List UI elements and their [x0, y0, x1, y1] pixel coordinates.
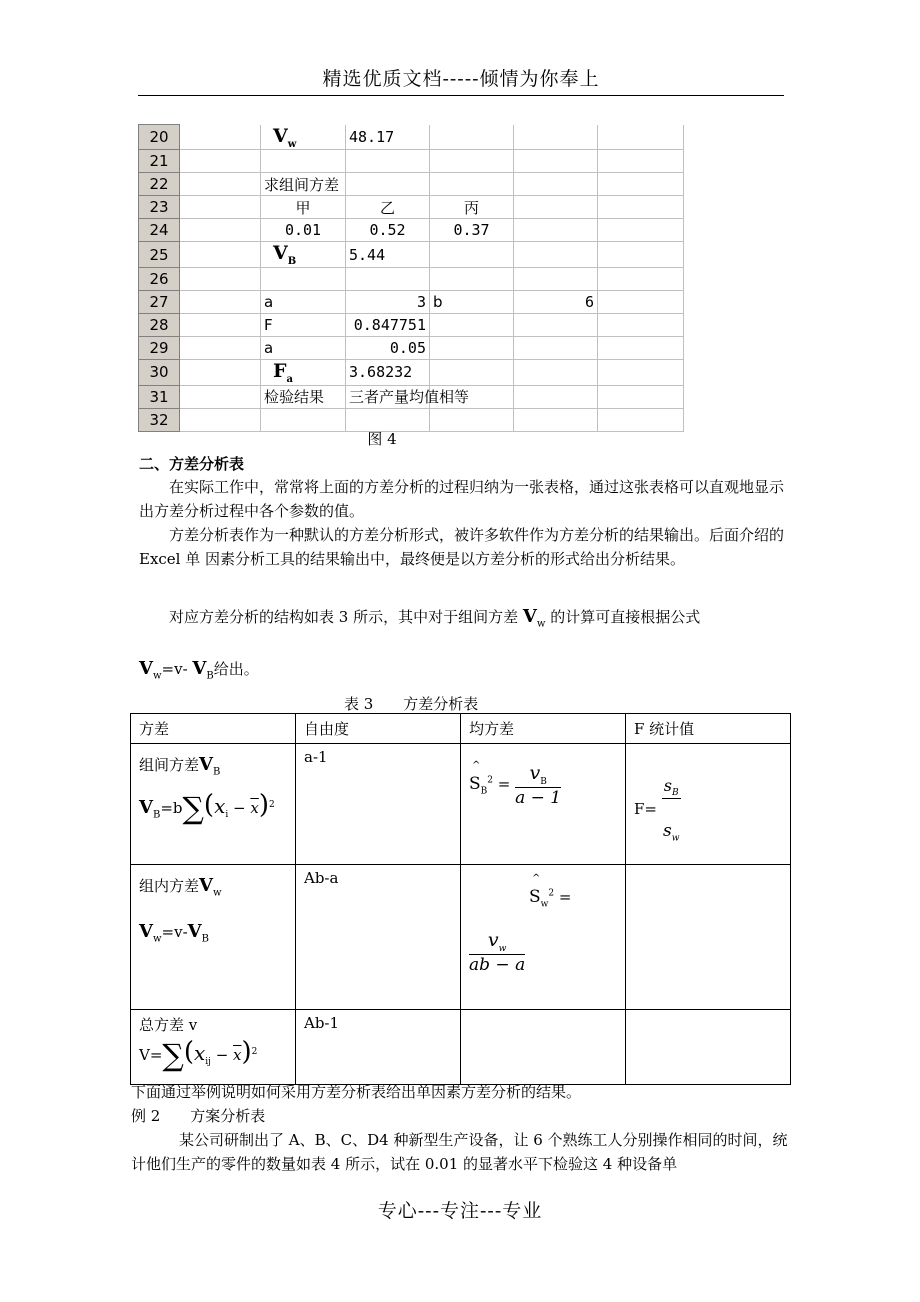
sheet-cell [598, 268, 684, 291]
variable [199, 754, 221, 778]
source-cell [131, 1010, 296, 1085]
sheet-cell: 乙 [346, 196, 430, 219]
symbol-subscript: w [287, 138, 297, 150]
figure-caption: 图 4 [367, 430, 397, 448]
sheet-cell: 检验结果 [261, 385, 346, 408]
row-header: 25 [139, 242, 180, 268]
table-header: 均方差 [461, 714, 626, 744]
df-cell: Ab-a [296, 865, 461, 1010]
denominator: s [662, 821, 672, 842]
sheet-cell: 0.37 [430, 219, 514, 242]
sheet-cell [598, 291, 684, 314]
row-header: 30 [139, 360, 180, 386]
table-header: F 统计值 [626, 714, 791, 744]
sheet-cell: 0.05 [346, 337, 430, 360]
row-header: 26 [139, 268, 180, 291]
variable-symbol: V [139, 920, 153, 942]
operator: =v- [161, 660, 193, 678]
sheet-cell [514, 219, 598, 242]
sheet-cell [180, 242, 261, 268]
sheet-cell [430, 337, 514, 360]
table-row [131, 744, 791, 865]
table-header: 方差 [131, 714, 296, 744]
sheet-row [139, 291, 684, 314]
sheet-cell [180, 150, 261, 173]
variable-symbol: V [139, 658, 153, 679]
sheet-cell [180, 173, 261, 196]
df-cell: a-1 [296, 744, 461, 865]
row-header: 21 [139, 150, 180, 173]
equals-sign: = [558, 888, 572, 906]
sheet-cell [514, 150, 598, 173]
numerator-subscript: B [540, 776, 547, 787]
sheet-cell: 5.44 [346, 242, 430, 268]
row-header: 23 [139, 196, 180, 219]
variable [192, 658, 214, 682]
sheet-cell [346, 268, 430, 291]
sheet-cell: 求组间方差 [261, 173, 346, 196]
sheet-cell [430, 150, 514, 173]
variable-symbol: V [199, 875, 213, 896]
sheet-cell [430, 360, 514, 386]
sheet-cell [180, 125, 261, 150]
sheet-cell [514, 196, 598, 219]
sheet-cell [598, 196, 684, 219]
sheet-cell [261, 150, 346, 173]
table-header: 自由度 [296, 714, 461, 744]
sheet-cell: 0.847751 [346, 314, 430, 337]
sheet-cell [598, 242, 684, 268]
source-label: 组内方差 [139, 877, 200, 895]
row-header: 31 [139, 385, 180, 408]
sheet-cell [430, 173, 514, 196]
paren: ( [203, 789, 215, 820]
sheet-cell [346, 150, 430, 173]
sheet-cell [598, 314, 684, 337]
sheet-cell: 丙 [430, 196, 514, 219]
row-header: 22 [139, 173, 180, 196]
formula [139, 921, 287, 945]
operator: =b [160, 798, 183, 817]
sheet-cell: 6 [514, 291, 598, 314]
numerator: v [487, 929, 499, 952]
text: 对应方差分析的结构如表 3 所示，其中对于组间方差 [169, 608, 519, 626]
sheet-cell [180, 196, 261, 219]
sheet-row [139, 219, 684, 242]
sheet-cell [598, 337, 684, 360]
sigma-symbol: ∑ [182, 791, 204, 827]
sheet-cell [514, 268, 598, 291]
symbol-subscript: a [286, 373, 293, 385]
symbol-base: V [273, 124, 288, 147]
sheet-cell [514, 314, 598, 337]
sheet-cell [430, 242, 514, 268]
operator: =v- [161, 922, 188, 941]
sheet-row [139, 337, 684, 360]
f-cell [626, 1010, 791, 1085]
sheet-cell [180, 314, 261, 337]
fraction [515, 762, 561, 808]
sheet-cell [598, 150, 684, 173]
fraction [469, 929, 525, 975]
variable-symbol: V [522, 606, 537, 627]
paragraph: 下面通过举例说明如何采用方差分析表给出单因素方差分析的结果。 [131, 1083, 582, 1101]
sigma-symbol: ∑ [162, 1038, 184, 1074]
ms-symbol: S [529, 887, 541, 907]
table-row [131, 1010, 791, 1085]
paragraph [139, 605, 789, 637]
numerator: v [529, 762, 541, 784]
sheet-cell [598, 385, 684, 408]
anova-table [130, 713, 791, 1085]
numerator-subscript: B [671, 788, 679, 799]
variable-subscript: B [201, 933, 209, 945]
symbol-base: V [273, 242, 288, 265]
row-header: 32 [139, 408, 180, 431]
sheet-cell [346, 173, 430, 196]
denominator: a − 1 [515, 787, 562, 808]
variable-symbol: V [187, 920, 202, 942]
denominator: ab − a [469, 955, 526, 976]
sheet-cell [430, 314, 514, 337]
sheet-cell [180, 337, 261, 360]
ms-subscript: w [540, 899, 549, 910]
variable [522, 606, 546, 630]
sheet-cell: 0.01 [261, 219, 346, 242]
sheet-cell [261, 125, 346, 150]
cell-symbol [273, 360, 293, 385]
symbol-subscript: B [287, 256, 297, 268]
sheet-cell [180, 385, 261, 408]
symbol-base: F [273, 360, 287, 383]
sheet-cell [180, 268, 261, 291]
sheet-cell [430, 125, 514, 150]
sheet-cell [598, 219, 684, 242]
spreadsheet-figure [138, 124, 684, 432]
example-title: 例 2 方案分析表 [131, 1107, 266, 1125]
table-caption: 表 3 方差分析表 [344, 695, 479, 713]
sheet-cell [180, 219, 261, 242]
sheet-cell [261, 268, 346, 291]
sheet-cell: 3.68232 [346, 360, 430, 386]
sheet-cell [514, 385, 598, 408]
sheet-row [139, 125, 684, 150]
cell-symbol [273, 124, 297, 150]
page-header: 精选优质文档-----倾情为你奉上 [138, 64, 784, 96]
page-footer: 专心---专注---专业 [377, 1200, 543, 1222]
sheet-cell [598, 360, 684, 386]
sheet-cell: a [261, 291, 346, 314]
source-label: 总方差 v [139, 1016, 198, 1034]
sheet-cell: 3 [346, 291, 430, 314]
cell-symbol [273, 242, 297, 268]
sheet-row [139, 360, 684, 386]
sheet-cell [261, 242, 346, 268]
sheet-cell [180, 360, 261, 386]
numerator: s [663, 776, 672, 795]
text: 给出。 [213, 660, 259, 678]
sheet-cell: a [261, 337, 346, 360]
row-header: 28 [139, 314, 180, 337]
source-cell [131, 865, 296, 1010]
row-header: 27 [139, 291, 180, 314]
section-heading: 二、方差分析表 [139, 455, 245, 473]
formula-line [139, 657, 789, 689]
sheet-cell [514, 337, 598, 360]
variable [199, 875, 222, 899]
paragraph: 方差分析表作为一种默认的方差分析形式，被许多软件作为方差分析的结果输出。后面介绍的 Excel 单 因素分析工具的结果输出中，最终便是以方差分析的形式给出分析结果。 [139, 526, 785, 568]
sheet-cell [514, 173, 598, 196]
row-header: 20 [139, 125, 180, 150]
sheet-cell [598, 173, 684, 196]
sheet-cell: 0.52 [346, 219, 430, 242]
table-row [131, 865, 791, 1010]
variable-subscript: B [206, 670, 214, 682]
paragraph: 某公司研制出了 A、B、C、D4 种新型生产设备，让 6 个熟练工人分别操作相同的时间，统计他们生产的零件的数量如表 4 所示，试在 0.01 的显著水平下检验这 4 种设备单 [131, 1131, 788, 1173]
sheet-cell [514, 360, 598, 386]
sheet-row [139, 150, 684, 173]
sheet-cell [180, 291, 261, 314]
sheet-row [139, 196, 684, 219]
variable-subscript: w [152, 670, 162, 682]
f-label: F= [634, 799, 657, 818]
denominator-subscript: w [671, 833, 680, 844]
variable-subscript: w [536, 618, 546, 630]
ms-cell [461, 1010, 626, 1085]
sheet-cell [598, 125, 684, 150]
formula: $V_B=b\sum(x_i - \overline{x})^2$ [139, 789, 275, 827]
variable-subscript: w [152, 933, 162, 945]
variable-subscript: w [212, 887, 222, 899]
sheet-cell [430, 268, 514, 291]
f-cell [626, 744, 791, 865]
variable-symbol: V [192, 658, 207, 679]
paragraph: 在实际工作中，常常将上面的方差分析的过程归纳为一张表格，通过这张表格可以直观地显示出方差分析过程中各个参数的值。 [139, 478, 785, 520]
sheet-row [139, 268, 684, 291]
sheet-cell: F [261, 314, 346, 337]
text: 的计算可直接根据公式 [550, 608, 701, 626]
variable-symbol: V [139, 796, 153, 818]
sheet-cell [514, 125, 598, 150]
source-cell [131, 744, 296, 865]
ms-subscript: B [480, 786, 488, 797]
sheet-cell: 甲 [261, 196, 346, 219]
sheet-cell: 三者产量均值相等 [346, 385, 430, 408]
ms-cell: ^ $S_B^2$ = $\frac{v_B}{a - 1}$ [461, 744, 626, 865]
sheet-row [139, 173, 684, 196]
row-header: 24 [139, 219, 180, 242]
sheet-cell: 48.17 [346, 125, 430, 150]
df-cell: Ab-1 [296, 1010, 461, 1085]
variable-subscript: B [152, 809, 161, 821]
ms-cell: ^ $S_w^2$ = $\frac{v_w}{ab - a}$ [461, 865, 626, 1010]
sheet-cell [261, 360, 346, 386]
fraction [662, 776, 681, 844]
sheet-row [139, 242, 684, 268]
f-cell [626, 865, 791, 1010]
sheet-row [139, 385, 684, 408]
sheet-cell [514, 242, 598, 268]
formula-lhs: V= [139, 1046, 163, 1064]
sheet-cell: b [430, 291, 514, 314]
numerator-subscript: w [498, 944, 507, 955]
variable [139, 658, 162, 682]
variable-symbol: V [199, 754, 213, 775]
ms-symbol: S [469, 773, 481, 794]
row-header: 29 [139, 337, 180, 360]
variable-subscript: B [212, 766, 221, 778]
formula: $V=\sum(x_{ij} - \overline{x})^2$ [139, 1037, 258, 1074]
sheet-row [139, 314, 684, 337]
source-label: 组间方差 [139, 756, 200, 774]
